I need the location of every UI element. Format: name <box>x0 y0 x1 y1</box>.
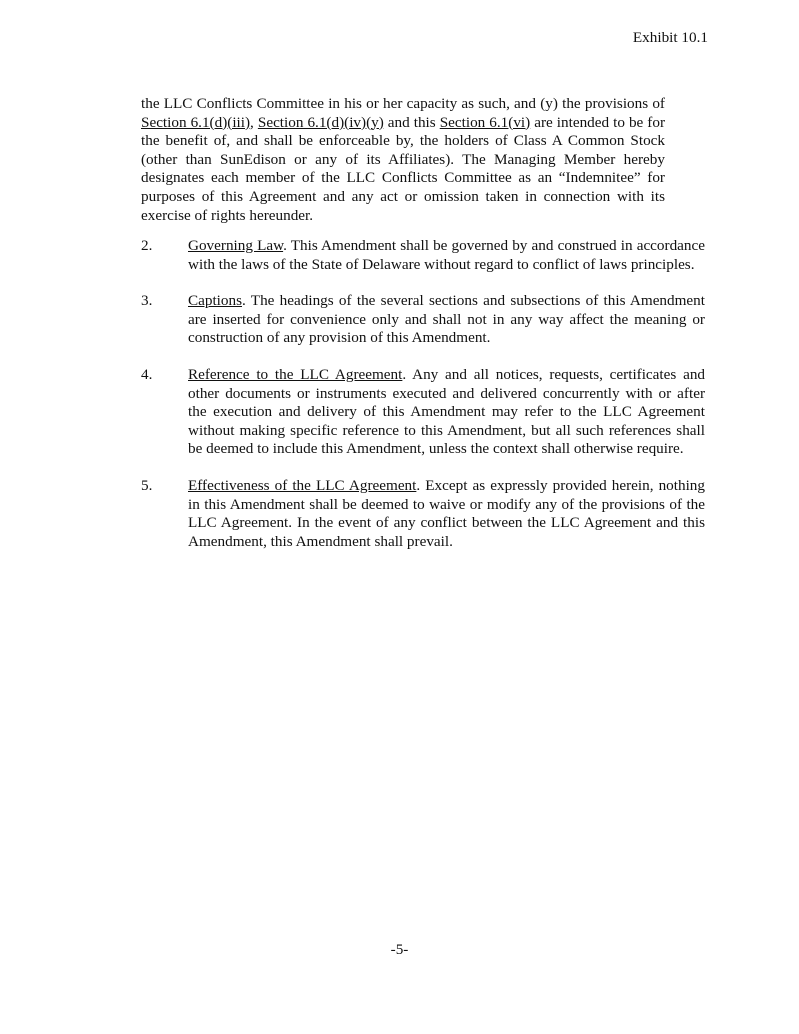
section-item-reference-to-llc-agreement <box>141 366 705 459</box>
continued-paragraph-text <box>141 95 665 225</box>
section-text: . Except as expressly provided herein, nothing in this Amendment shall be deemed to waive or modify any of the provisions of the LLC Agreement. In the event of any conflict between the LLC Agreement and this Amendment, this Amendment shall prevail. <box>188 476 705 550</box>
section-number: 3. <box>141 292 153 310</box>
section-item-captions <box>141 292 705 348</box>
numbered-sections <box>141 237 705 569</box>
page-number: -5- <box>390 941 409 958</box>
section-body <box>188 477 705 551</box>
section-text: . The headings of the several sections and subsections of this Amendment are inserted for convenience only and shall not in any way affect the meaning or construction of any provision of this Amendment. <box>188 292 705 347</box>
section-number: 4. <box>141 365 153 383</box>
paragraph-text-part1: the LLC Conflicts Committee in his or her capacity as such, and (y) the provisions of <box>141 95 665 112</box>
section-heading: Governing Law <box>188 237 284 254</box>
section-number: 5. <box>141 476 153 494</box>
section-number: 2. <box>141 237 153 254</box>
section-reference-6-1-vi: Section 6.1(vi) <box>439 113 531 131</box>
exhibit-label: Exhibit 10.1 <box>632 29 708 46</box>
section-text: . This Amendment shall be governed by and construed in accordance with the laws of the State of Delaware without regard to conflict of laws principles. <box>188 237 705 273</box>
section-reference-6-1-d-iii: Section 6.1(d)(iii) <box>141 113 251 131</box>
paragraph-separator: , <box>250 113 258 131</box>
section-body <box>188 292 705 348</box>
section-body <box>188 366 705 459</box>
continued-paragraph <box>141 95 665 225</box>
section-heading: Captions <box>188 292 243 310</box>
paragraph-text-part2: are intended to be for the benefit of, and shall be enforceable by, the holders of Class A Common Stock (other than SunEdison or any of its Affiliates). The Managing Member hereby designates each member of the LLC Conflicts Committee as an “Indemnitee” for purposes of this Agreement and any act or omission taken in connection with its exercise of rights hereunder. <box>141 113 666 224</box>
section-heading: Effectiveness of the LLC Agreement <box>188 476 417 494</box>
section-reference-6-1-d-iv-y: Section 6.1(d)(iv)(y) <box>257 113 384 131</box>
paragraph-separator: and this <box>383 113 440 131</box>
section-item-governing-law <box>141 237 705 274</box>
section-item-effectiveness-of-llc-agreement <box>141 477 705 551</box>
section-text: . Any and all notices, requests, certificates and other documents or instruments executed and delivered concurrently with or after the execution and delivery of this Amendment may refer to the LLC Agreement without making specific reference to this Amendment, but all such references shall be deemed to include this Amendment, unless the context shall otherwise require. <box>188 365 706 458</box>
section-body <box>188 237 705 274</box>
section-heading: Reference to the LLC Agreement <box>188 365 403 383</box>
